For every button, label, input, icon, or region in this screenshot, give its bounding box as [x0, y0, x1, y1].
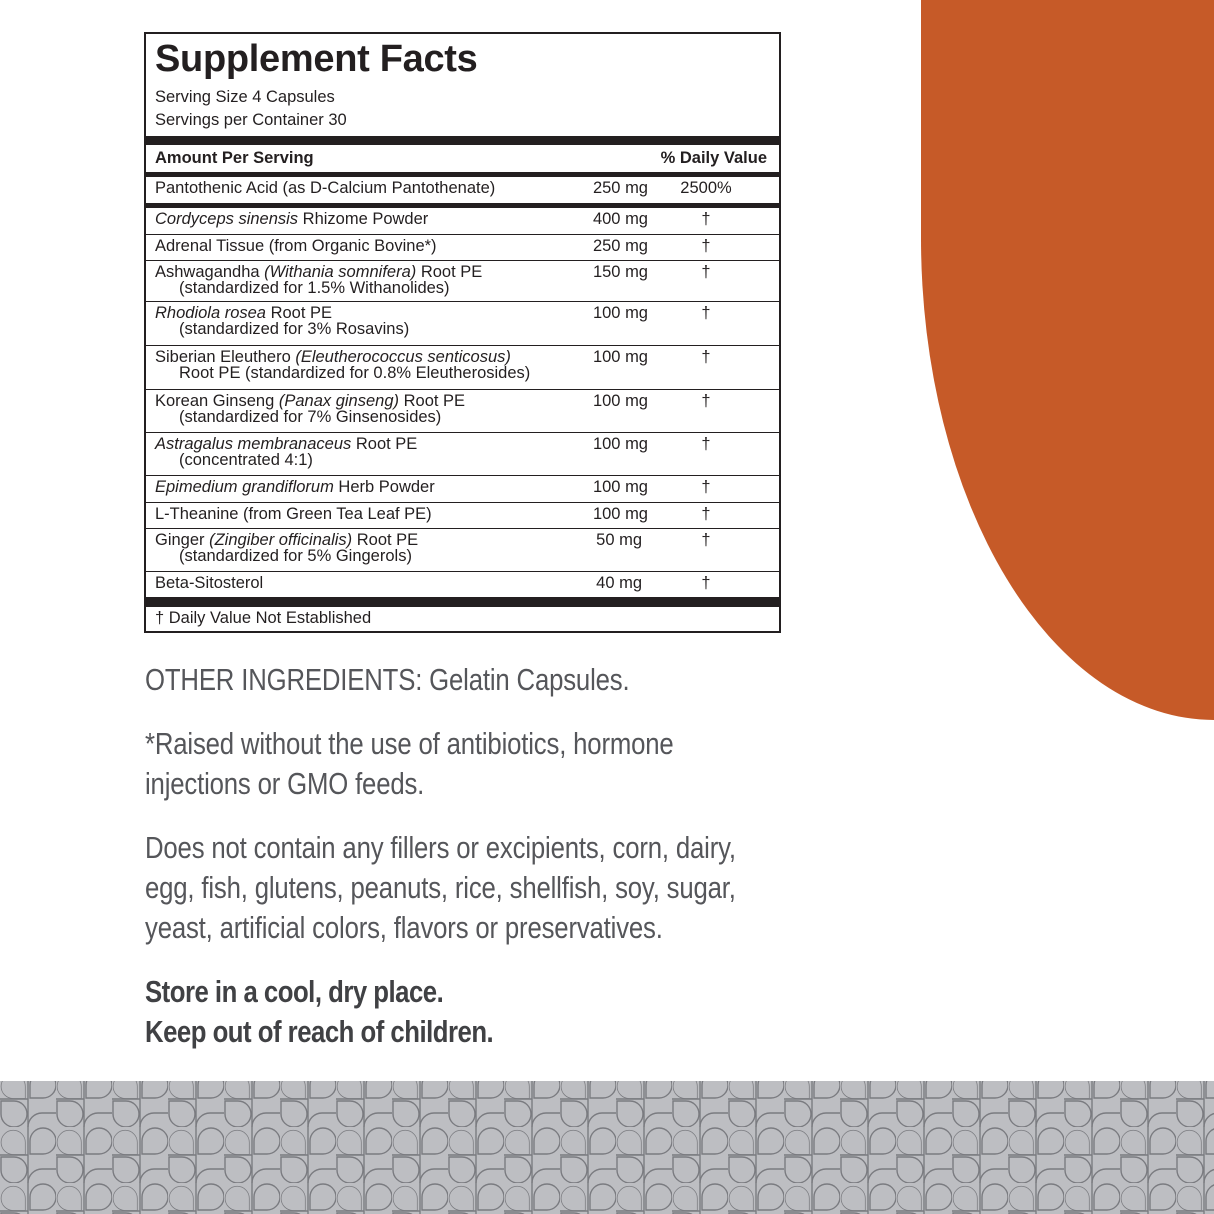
facts-title: Supplement Facts	[155, 38, 478, 80]
label-notes	[145, 660, 905, 1076]
ingredient-name: Pantothenic Acid (as D-Calcium Pantothenate)	[155, 179, 496, 197]
servings-per-container: Servings per Container 30	[155, 111, 347, 129]
amount-per-serving-header: Amount Per Serving	[155, 149, 314, 167]
ingredient-amount: 100 mg	[592, 435, 648, 453]
table-row	[146, 390, 779, 433]
thick-divider	[146, 136, 779, 145]
table-row	[146, 476, 779, 503]
table-row	[146, 235, 779, 261]
ingredient-name: Ginger (Zingiber officinalis) Root PE (standardized for 5% Gingerols)	[155, 531, 419, 565]
ingredient-daily-value: 2500%	[680, 179, 732, 197]
table-row	[146, 302, 779, 346]
ingredient-name: Adrenal Tissue (from Organic Bovine*)	[155, 237, 437, 255]
ingredient-amount: 50 mg	[596, 531, 642, 549]
ingredient-name: Ashwagandha (Withania somnifera) Root PE (standardized for 1.5% Withanolides)	[155, 263, 483, 297]
ingredient-daily-value: †	[701, 574, 711, 592]
decorative-pattern-band	[0, 1081, 1214, 1214]
ingredient-amount: 40 mg	[596, 574, 642, 592]
ingredient-name: Korean Ginseng (Panax ginseng) Root PE (standardized for 7% Ginsenosides)	[155, 392, 466, 426]
ingredient-daily-value: †	[701, 348, 711, 366]
ingredient-daily-value: †	[701, 531, 711, 549]
ingredient-amount: 100 mg	[592, 505, 648, 523]
ingredient-daily-value: †	[701, 505, 711, 523]
ingredient-amount: 250 mg	[592, 179, 648, 197]
ingredient-amount: 100 mg	[592, 478, 648, 496]
ingredient-name: Rhodiola rosea Root PE (standardized for 3% Rosavins)	[155, 304, 410, 338]
serving-size: Serving Size 4 Capsules	[155, 88, 335, 106]
ingredient-daily-value: †	[701, 237, 711, 255]
ingredient-name: Siberian Eleuthero (Eleutherococcus senticosus) Root PE (standardized for 0.8% Eleutherosides)	[155, 348, 531, 382]
ingredient-daily-value: †	[701, 304, 711, 322]
ingredient-amount: 250 mg	[592, 237, 648, 255]
ingredient-daily-value: †	[701, 263, 711, 281]
ingredient-amount: 150 mg	[592, 263, 648, 281]
ingredient-daily-value: †	[701, 435, 711, 453]
table-row	[146, 208, 779, 235]
ingredient-daily-value: †	[701, 478, 711, 496]
ingredient-daily-value: †	[701, 392, 711, 410]
ingredient-name: Cordyceps sinensis Rhizome Powder	[155, 210, 429, 228]
ingredient-amount: 100 mg	[592, 304, 648, 322]
ingredient-name: Astragalus membranaceus Root PE (concentrated 4:1)	[155, 435, 418, 469]
table-row	[146, 433, 779, 476]
ingredient-amount: 100 mg	[592, 392, 648, 410]
daily-value-footnote: † Daily Value Not Established	[155, 609, 372, 627]
thick-divider	[146, 597, 779, 607]
table-row	[146, 346, 779, 390]
table-row	[146, 529, 779, 572]
table-row	[146, 261, 779, 302]
supplement-facts-panel	[144, 32, 781, 633]
table-row	[146, 503, 779, 529]
decorative-orange-shape	[921, 0, 1214, 720]
other-ingredients: OTHER INGREDIENTS: Gelatin Capsules.	[145, 662, 630, 697]
ingredient-amount: 100 mg	[592, 348, 648, 366]
raised-without-note: *Raised without the use of antibiotics, hormone injections or GMO feeds.	[145, 726, 674, 801]
table-row	[146, 572, 779, 597]
ingredient-amount: 400 mg	[592, 210, 648, 228]
ingredient-name: L-Theanine (from Green Tea Leaf PE)	[155, 505, 432, 523]
ingredient-name: Epimedium grandiflorum Herb Powder	[155, 478, 435, 496]
teardrop-pattern-icon	[0, 1081, 1214, 1214]
ingredient-name: Beta-Sitosterol	[155, 574, 264, 592]
table-header	[146, 145, 779, 172]
table-row	[146, 177, 779, 203]
storage-warning: Store in a cool, dry place. Keep out of reach of children.	[145, 974, 494, 1049]
daily-value-header: % Daily Value	[660, 149, 767, 167]
free-of-statement: Does not contain any fillers or excipients, corn, dairy, egg, fish, glutens, peanuts, rice, shellfish, soy, sugar, yeast, artificial colors, flavors or preservatives.	[145, 830, 736, 945]
ingredient-daily-value: †	[701, 210, 711, 228]
